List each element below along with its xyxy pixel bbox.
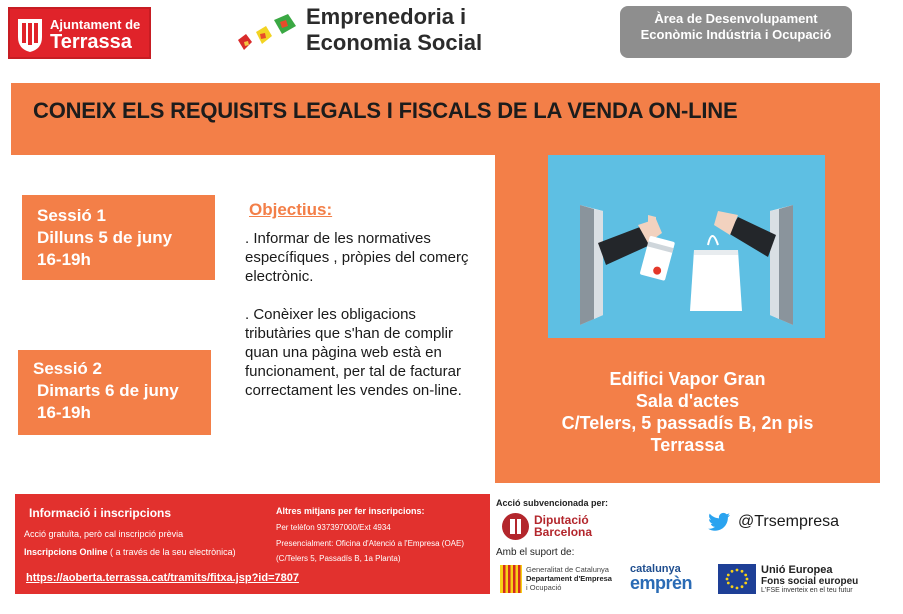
online-shopping-illustration [548,155,825,338]
generalitat-logo [500,563,625,597]
left-monitor-icon [580,205,603,325]
diputacio-name [534,514,592,538]
diputacio-line2: Barcelona [534,525,593,539]
area-line1: Àrea de Desenvolupament [654,11,818,26]
generalitat-text [526,565,612,592]
venue-city: Terrassa [650,435,725,455]
objective-item: . Informar de les normatives específiques , pròpies del comerç electrònic. [245,230,469,285]
venue-address: C/Telers, 5 passadís B, 2n pis [561,413,814,433]
senyera-icon [500,565,522,593]
session-1-card [22,195,215,280]
session-2-date: Dimarts 6 de juny [37,381,179,400]
twitter-handle[interactable]: @Trsempresa [738,513,839,530]
alt-phone: Per telèfon 937397000/Ext 4934 [276,523,391,532]
area-line2: Econòmic Indústria i Ocupació [640,27,832,42]
registration-link[interactable]: https://aoberta.terrassa.cat/tramits/fitxa.jsp?id=7807 [26,572,299,584]
gencat-line3: i Ocupació [526,583,562,592]
suport-label: Amb el suport de: [496,547,575,558]
twitter-icon[interactable] [708,512,730,532]
session-2-title: Sessió 2 [33,359,102,378]
ajuntament-terrassa-logo [8,7,151,59]
alt-office: Presencialment: Oficina d'Atenció a l'Empresa (OAE) [276,539,465,548]
terrassa-crest-icon [16,17,44,53]
eu-line2: Fons social europeu [761,576,859,587]
objectives-list [245,229,485,419]
catalunya-empren-logo [630,563,712,595]
session-2-time: 16-19h [37,403,91,422]
info-title: Informació i inscripcions [29,506,172,520]
emprenedoria-logo-icon [236,12,301,52]
catalunya-label: catalunya [630,563,681,575]
diputacio-barcelona-logo [502,512,602,542]
info-online-text [24,547,236,557]
page-title: CONEIX ELS REQUISITS LEGALS I FISCALS DE LA VENDA ON-LINE [33,98,738,123]
programa-line1: Emprenedoria i [306,4,467,29]
programa-title [306,4,482,56]
terrassa-label: Terrassa [50,31,132,53]
eu-fse-logo [718,563,868,597]
info-free-text: Acció gratuïta, però cal inscripció prèvia [24,529,184,539]
registration-info-box [15,494,490,594]
session-2-card [18,350,211,435]
eu-flag-icon [718,564,756,594]
diputacio-line1: Diputació [534,513,589,527]
diputacio-crest-icon [502,513,529,540]
eu-text [761,564,858,595]
online-label: Inscripcions Online [24,547,108,557]
gencat-line2: Departament d'Empresa [526,574,612,583]
eu-line1: Unió Europea [761,564,833,576]
venue-room: Sala d'actes [635,391,740,411]
eu-line3: L'FSE inverteix en el teu futur [761,587,853,594]
gencat-line1: Generalitat de Catalunya [526,565,609,574]
ajuntament-label: Ajuntament de [50,17,141,32]
venue-details [495,368,880,456]
programa-line2: Economia Social [306,30,483,55]
subvencionada-label: Acció subvencionada per: [496,498,609,508]
objective-item: . Conèixer les obligacions tributàries que s'han de complir quan una pàgina web està en funcionament, per tal de facturar correctament les vendes on-line. [245,306,462,399]
area-desenvolupament-badge [620,6,852,58]
alt-methods-title: Altres mitjans per fer inscripcions: [276,506,425,516]
session-1-title: Sessió 1 [37,206,106,225]
right-monitor-icon [770,205,793,325]
online-note: ( a través de la seu electrònica) [107,547,236,557]
session-1-date: Dilluns 5 de juny [37,228,173,247]
objectives-heading: Objectius: [249,200,333,219]
empren-label: emprèn [630,573,693,593]
venue-building: Edifici Vapor Gran [609,369,766,389]
alt-address: (C/Telers 5, Passadís B, 1a Planta) [276,554,401,563]
session-1-time: 16-19h [37,250,91,269]
